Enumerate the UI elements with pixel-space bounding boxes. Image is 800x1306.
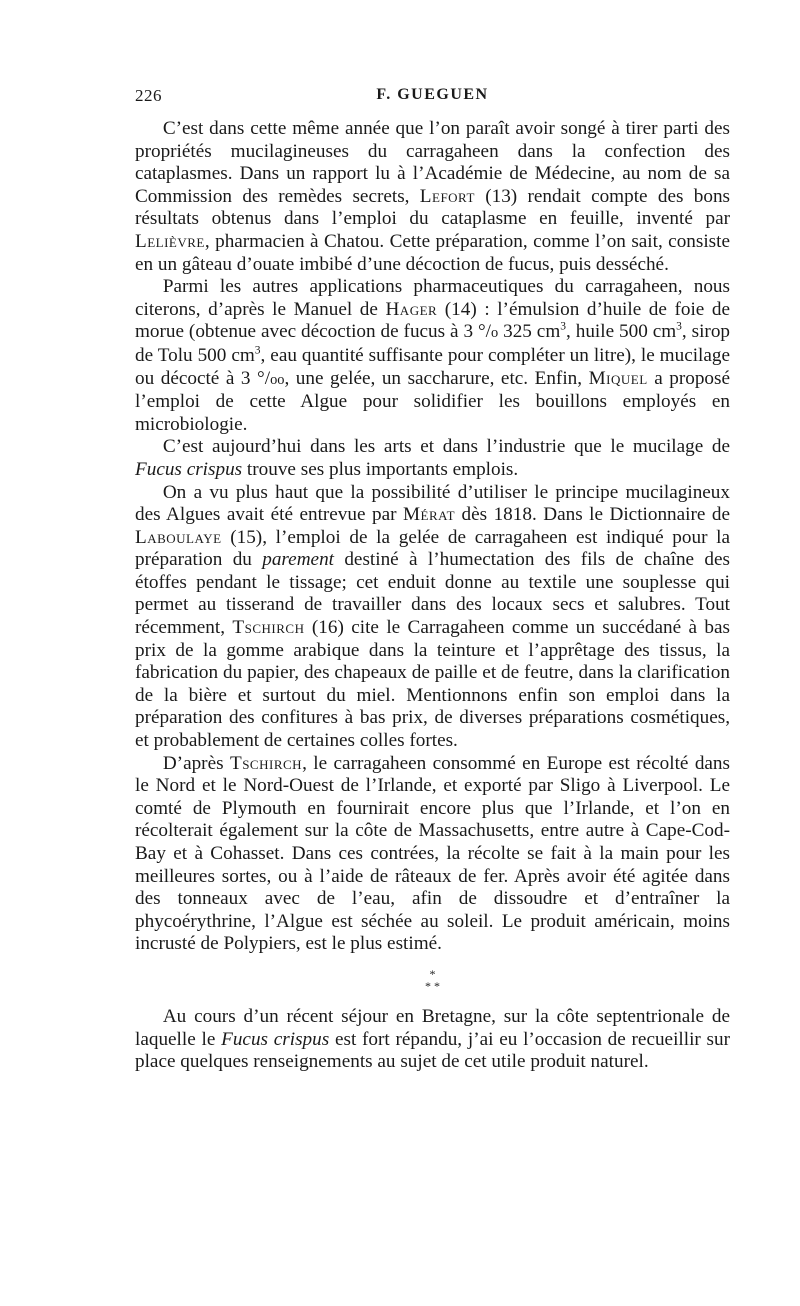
author-name: Mérat <box>402 504 456 526</box>
per-mille-sign: °/ <box>257 367 271 389</box>
paragraph-6 <box>135 1006 730 1074</box>
author-name: Lefort <box>419 185 475 207</box>
author-name: Tschirch <box>232 617 305 639</box>
author-name: Tschirch <box>229 752 303 774</box>
text-run: trouve ses plus importants emplois. <box>242 458 519 480</box>
text-run: , huile 500 cm <box>566 321 677 343</box>
running-head: F. GUEGUEN <box>376 86 489 103</box>
text-run: , sirop de Tolu 500 cm <box>135 321 731 366</box>
asterism-top: * <box>429 966 436 981</box>
text-run: C’est dans cette même année que l’on paraît avoir songé à tirer parti des propriétés mucilagineuses du carragaheen dans la confection des cataplasmes. Dans un rapport lu à l’Académie de Médecine, au nom de sa Commission des remèdes secrets, <box>135 118 730 207</box>
per-mille-sign: o <box>490 325 499 342</box>
text-run: On a vu plus haut que la possibilité d’utiliser le principe mucilagineux des Algues avait été entrevue par <box>135 481 730 526</box>
text-run: destiné à l’humectation des fils de chaîne des étoffes pendant le tissage; cet enduit donne au textile une souplesse qui permet au tisserand de travailler dans des locaux secs et salubres. Tout récemment, <box>135 549 730 639</box>
paragraph-3 <box>135 436 730 481</box>
author-name: Miquel <box>588 367 648 389</box>
superscript: 3 <box>676 320 682 333</box>
section-break-asterism <box>135 968 730 992</box>
superscript: 3 <box>254 344 261 357</box>
text-run: (14) : l’émulsion d’huile de foie de morue (obtenue avec décoction de fucus à 3 <box>135 298 730 343</box>
text-run: C’est aujourd’hui dans les arts et dans l’industrie que le mucilage de <box>162 436 730 458</box>
text-run: dès 1818. Dans le Dictionnaire de <box>455 504 730 526</box>
text-run: (16) cite le Carragaheen comme un succédané à bas prix de la gomme arabique dans la teinture et l’apprêtage des tissus, la fabrication du papier, des chapeaux de paille et de feutre, dans la clarification de la bière et surtout du miel. Mentionnons enfin son emploi dans la préparation des confitures à bas prix, de diverses préparations cosmétiques, et probablement de certaines colles fortes. <box>135 617 730 752</box>
per-mille-sign: °/ <box>477 321 491 343</box>
text-run: 325 cm <box>498 321 561 343</box>
text-run: Au cours d’un récent séjour en Bretagne, sur la côte septentrionale de laquelle le <box>135 1005 730 1050</box>
author-name: Hager <box>385 298 438 320</box>
paragraph-5 <box>135 753 730 956</box>
text-run: (15), l’emploi de la gelée de carragaheen est indiqué pour la préparation du <box>135 526 730 571</box>
text-run: , le carragaheen consommé en Europe est récolté dans le Nord et le Nord-Ouest de l’Irlande, et exporté par Sligo à Liverpool. Le comté de Plymouth en fournirait encore plus que l’Irlande, et l’on en récolterait également sur la côte de Massachusetts, entre autre à Cape-Cod-Bay et à Cohasset. Dans ces contrées, la récolte se fait à la main pour les meilleures sortes, ou à l’aide de râteaux de fer. Après avoir été agitée dans des tonneaux avec de l’eau, afin de dissoudre et d’entraîner la phycoérythrine, l’Algue est séchée au soleil. Le produit américain, moins incrusté de Polypiers, est le plus estimé. <box>135 752 730 955</box>
text-run: a proposé l’emploi de cette Algue pour solidifier les bouillons employés en microbiologie. <box>135 367 730 435</box>
text-run: est fort répandu, j’ai eu l’occasion de recueillir sur place quelques renseignements au sujet de cet utile produit naturel. <box>135 1028 731 1073</box>
author-name: Laboulaye <box>135 526 222 548</box>
text-run: , pharmacien à Chatou. Cette préparation, comme l’on sait, consiste en un gâteau d’ouate imbibé d’une décoction de fucus, puis desséché. <box>135 230 730 275</box>
per-mille-sign: oo <box>270 371 285 388</box>
page-number: 226 <box>135 86 162 105</box>
paragraph-1 <box>135 118 730 276</box>
species-name: Fucus crispus <box>221 1028 330 1050</box>
text-run: (13) rendait compte des bons résultats obtenus dans l’emploi du cataplasme en feuille, inventé par <box>135 185 730 230</box>
paragraph-4 <box>135 482 730 753</box>
asterism-bottom: * * <box>425 978 440 993</box>
text-run: Parmi les autres applications pharmaceutiques du carragaheen, nous citerons, d’après le Manuel de <box>135 276 730 320</box>
paragraph-2 <box>135 276 730 436</box>
species-name: Fucus crispus <box>135 458 243 480</box>
text-run: , une gelée, un saccharure, etc. Enfin, <box>284 367 589 389</box>
italic-term: parement <box>262 549 334 571</box>
superscript: 3 <box>560 320 567 333</box>
author-name: Lelièvre <box>135 230 205 252</box>
text-run: , eau quantité suffisante pour compléter un litre), le mucilage ou décocté à 3 <box>135 344 730 389</box>
body-text <box>135 118 730 1074</box>
text-run: D’après <box>162 752 230 774</box>
page-header <box>135 86 730 112</box>
